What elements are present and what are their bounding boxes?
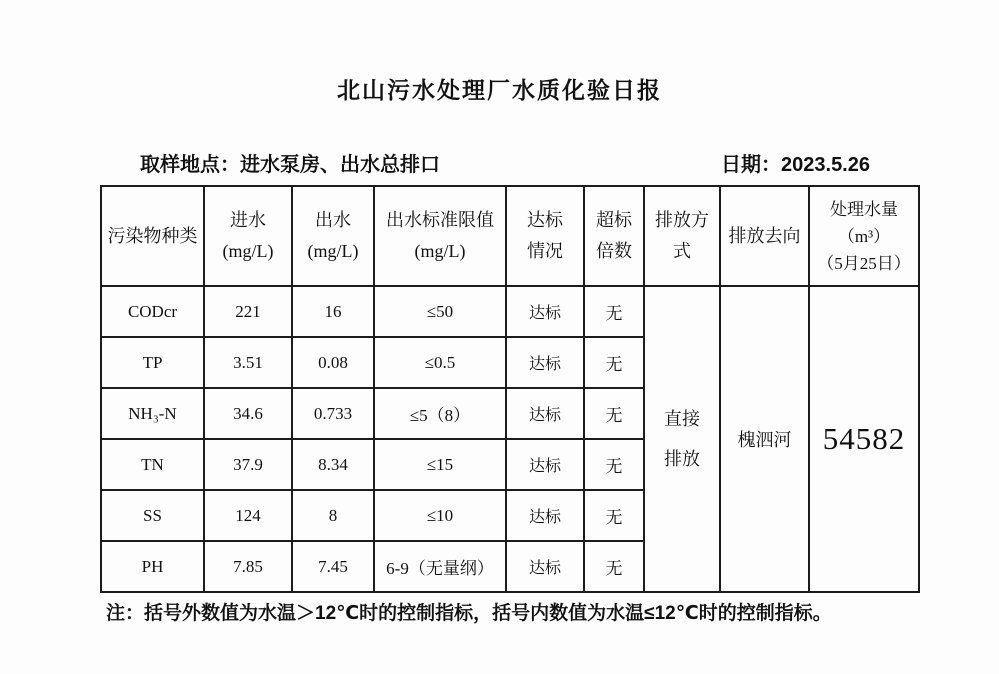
header-row (101, 186, 919, 286)
header-line: 出水 (315, 210, 351, 230)
footnote: 注：括号外数值为水温＞12℃时的控制指标，括号内数值为水温≤12℃时的控制指标。 (106, 603, 832, 624)
col-header-influent (204, 186, 292, 286)
cell-compliance: 达标 (506, 490, 584, 541)
report-title: 北山污水处理厂水质化验日报 (337, 78, 662, 103)
cell-pollutant: PH (101, 541, 204, 592)
header-line: 达标 (527, 210, 563, 230)
col-header-limit (374, 186, 506, 286)
cell-pollutant: NH₃-N (101, 388, 204, 439)
cell-exceed: 无 (584, 541, 644, 592)
header-line: 出水标准限值 (386, 210, 494, 230)
water-quality-table (100, 185, 920, 593)
cell-exceed: 无 (584, 439, 644, 490)
cell-compliance: 达标 (506, 388, 584, 439)
col-header-discharge-dest (720, 186, 809, 286)
col-header-effluent (292, 186, 374, 286)
cell-influent: 3.51 (204, 337, 292, 388)
cell-effluent: 8.34 (292, 439, 374, 490)
cell-influent: 34.6 (204, 388, 292, 439)
cell-exceed: 无 (584, 490, 644, 541)
header-line: （m³） (837, 226, 891, 246)
cell-limit: 6-9（无量纲） (374, 541, 506, 592)
sampling-location-label: 取样地点：进水泵房、出水总排口 (140, 154, 440, 176)
header-line: 排放方 (655, 210, 709, 230)
cell-effluent: 0.08 (292, 337, 374, 388)
meta-row (100, 148, 918, 176)
cell-discharge-mode (644, 286, 720, 592)
header-line: 处理水量 (830, 199, 898, 219)
cell-limit: ≤5（8） (374, 388, 506, 439)
cell-compliance: 达标 (506, 286, 584, 337)
header-line: 排放去向 (728, 225, 801, 246)
cell-influent: 221 (204, 286, 292, 337)
header-line: 倍数 (596, 241, 632, 261)
header-line: 超标 (596, 210, 632, 230)
col-header-volume (809, 186, 919, 286)
header-line: 污染物种类 (107, 225, 198, 246)
cell-influent: 124 (204, 490, 292, 541)
col-header-compliance (506, 186, 584, 286)
col-header-pollutant (101, 186, 204, 286)
cell-compliance: 达标 (506, 337, 584, 388)
col-header-discharge-mode (644, 186, 720, 286)
col-header-exceed (584, 186, 644, 286)
report-date-label: 日期：2023.5.26 (721, 154, 870, 176)
header-line: (mg/L) (222, 241, 274, 261)
header-line: (mg/L) (414, 241, 466, 261)
cell-limit: ≤50 (374, 286, 506, 337)
cell-discharge-destination: 槐泗河 (720, 286, 809, 592)
cell-pollutant: SS (101, 490, 204, 541)
cell-pollutant: TP (101, 337, 204, 388)
header-line: （5月25日） (817, 253, 911, 273)
cell-limit: ≤0.5 (374, 337, 506, 388)
cell-exceed: 无 (584, 286, 644, 337)
cell-effluent: 16 (292, 286, 374, 337)
discharge-mode-line: 直接 (664, 409, 700, 429)
header-line: 情况 (527, 241, 563, 261)
cell-influent: 37.9 (204, 439, 292, 490)
cell-limit: ≤15 (374, 439, 506, 490)
discharge-mode-line: 排放 (664, 449, 700, 469)
cell-pollutant: CODcr (101, 286, 204, 337)
cell-compliance: 达标 (506, 439, 584, 490)
cell-effluent: 0.733 (292, 388, 374, 439)
header-line: 式 (673, 241, 691, 261)
table-row (101, 286, 919, 337)
cell-pollutant: TN (101, 439, 204, 490)
cell-treated-volume: 54582 (809, 286, 919, 592)
header-line: 进水 (230, 210, 266, 230)
cell-effluent: 8 (292, 490, 374, 541)
cell-compliance: 达标 (506, 541, 584, 592)
header-line: (mg/L) (307, 241, 359, 261)
cell-limit: ≤10 (374, 490, 506, 541)
cell-exceed: 无 (584, 337, 644, 388)
cell-exceed: 无 (584, 388, 644, 439)
cell-effluent: 7.45 (292, 541, 374, 592)
cell-influent: 7.85 (204, 541, 292, 592)
